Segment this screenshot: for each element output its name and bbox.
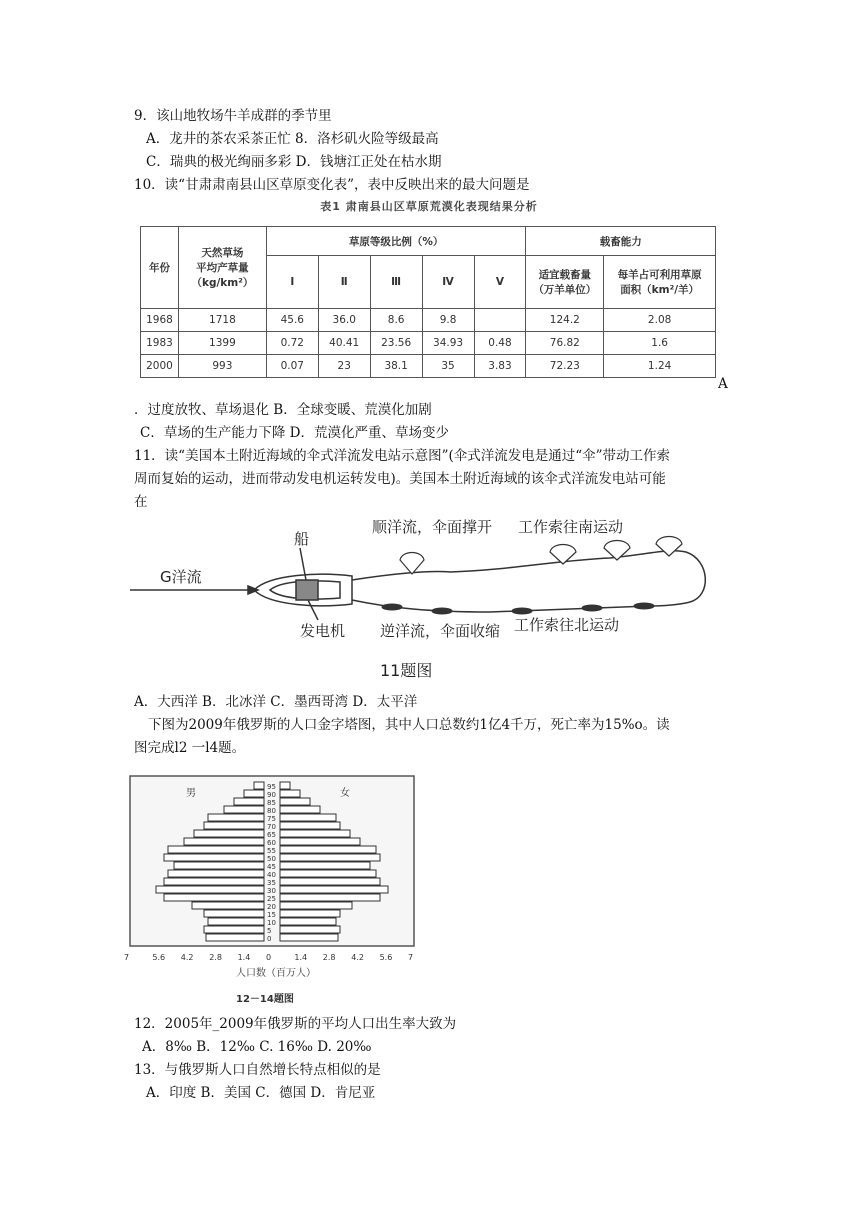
cell-g5 <box>474 309 526 332</box>
female-bar <box>280 798 310 805</box>
female-bar <box>280 854 380 861</box>
grade-4: Ⅳ <box>422 256 474 309</box>
x-tick-label: 5.6 <box>152 953 166 962</box>
female-bar <box>280 910 340 917</box>
female-bar <box>280 790 300 797</box>
age-label: 40 <box>267 871 276 879</box>
x-axis-label: 人口数（百万人） <box>236 968 316 979</box>
label-female: 女 <box>340 788 350 799</box>
male-bar <box>156 886 264 893</box>
x-tick-label: 7 <box>124 953 130 962</box>
male-bar <box>206 934 264 941</box>
female-bar <box>280 886 388 893</box>
male-bar <box>208 814 264 821</box>
age-label: 10 <box>267 919 276 927</box>
q10-options-2: C．草场的生产能力下降 D．荒漠化严重、草场变少 <box>140 425 449 441</box>
male-bar <box>164 878 264 885</box>
col-cap1 <box>526 256 604 309</box>
label-lower-motion: 工作索往北运动 <box>514 616 620 634</box>
cell-year: 2000 <box>141 355 179 378</box>
q10-options-1: ．过度放牧、草场退化 B．全球变暖、荒漠化加剧 <box>134 402 432 418</box>
age-label: 5 <box>267 927 272 935</box>
population-pyramid <box>126 770 426 1010</box>
cell-cap: 76.82 <box>526 332 604 355</box>
loop-end <box>686 552 705 602</box>
cell-area: 1.6 <box>604 332 716 355</box>
male-bar <box>254 782 264 789</box>
cell-year: 1983 <box>141 332 179 355</box>
age-label: 90 <box>267 791 276 799</box>
female-bar <box>280 846 376 853</box>
cell-cap: 124.2 <box>526 309 604 332</box>
cell-g2: 40.41 <box>318 332 370 355</box>
female-bar <box>280 806 320 813</box>
label-male: 男 <box>186 788 196 799</box>
q13-options: A．印度 B．美国 C．德国 D．肯尼亚 <box>146 1085 376 1101</box>
male-bar <box>204 822 264 829</box>
intro-12-14-l2: 图完成l2 一l4题。 <box>134 740 246 756</box>
male-bar <box>168 846 264 853</box>
col-cap2-l2: 面积（km²/羊） <box>620 284 700 296</box>
male-bar <box>244 790 264 797</box>
age-label: 70 <box>267 823 276 831</box>
q11-options: A．大西洋 B．北冰洋 C．墨西哥湾 D．太平洋 <box>134 694 418 710</box>
table-row <box>141 332 716 355</box>
label-current: G洋流 <box>160 568 202 586</box>
female-bar <box>280 782 290 789</box>
cell-g2: 36.0 <box>318 309 370 332</box>
col-yield <box>178 227 266 309</box>
age-label: 25 <box>267 895 276 903</box>
generator-box <box>296 580 318 600</box>
pyramid-x-ticks <box>124 953 413 962</box>
grassland-table-figure <box>138 198 720 398</box>
label-lower: 逆洋流，伞面收缩 <box>380 622 501 640</box>
cell-g1: 0.72 <box>266 332 318 355</box>
female-bar <box>280 926 340 933</box>
cell-g3: 38.1 <box>370 355 422 378</box>
col-capacity-group: 载畜能力 <box>526 227 716 256</box>
label-caption: 11题图 <box>380 661 433 680</box>
pyramid-caption: 12－14题图 <box>236 994 294 1005</box>
intro-12-14-l1: 下图为2009年俄罗斯的人口金字塔图，其中人口总数约1亿4千万，死亡率为15%o。读 <box>148 717 670 733</box>
cell-year: 1968 <box>141 309 179 332</box>
cell-cap: 72.23 <box>526 355 604 378</box>
q11-stem-3: 在 <box>134 494 148 510</box>
female-bar <box>280 870 376 877</box>
q9-options-1: A．龙井的茶农采茶正忙 8．洛杉矶火险等级最高 <box>146 131 439 147</box>
female-bar <box>280 934 338 941</box>
q12-stem: 12．2005年_2009年俄罗斯的平均人口出生率大致为 <box>134 1016 457 1032</box>
label-upper-motion: 工作索往南运动 <box>518 518 624 536</box>
col-cap2 <box>604 256 716 309</box>
umbrella-current-diagram <box>130 508 730 684</box>
grassland-table <box>140 226 716 378</box>
q9-options-2: C．瑞典的极光绚丽多彩 D．钱塘江正处在枯水期 <box>146 154 442 170</box>
cell-g5: 3.83 <box>474 355 526 378</box>
q11-stem-1: 11．读“美国本土附近海域的伞式洋流发电站示意图”(伞式洋流发电是通过“伞”带动工作索 <box>134 448 671 464</box>
cell-g4: 9.8 <box>422 309 474 332</box>
col-cap1-l1: 适宜载畜量 <box>538 269 592 281</box>
female-bar <box>280 838 360 845</box>
cell-g4: 35 <box>422 355 474 378</box>
female-bar <box>280 822 340 829</box>
female-bar <box>280 902 352 909</box>
q9-stem: 9．该山地牧场牛羊成群的季节里 <box>134 108 332 124</box>
label-ship: 船 <box>294 530 310 548</box>
female-bar <box>280 894 380 901</box>
age-label: 80 <box>267 807 276 815</box>
col-grade-group: 草原等级比例（%） <box>266 227 526 256</box>
umbrella-closed <box>634 603 654 609</box>
x-tick-label: 1.4 <box>294 953 308 962</box>
x-tick-label: 4.2 <box>180 953 194 962</box>
age-label: 55 <box>267 847 276 855</box>
male-bar <box>164 894 264 901</box>
col-yield-l1: 天然草场 <box>201 247 244 259</box>
male-bar <box>164 854 264 861</box>
q10-stem: 10．读“甘肃肃南县山区草原变化表”，表中反映出来的最大问题是 <box>134 177 530 193</box>
cell-g1: 45.6 <box>266 309 318 332</box>
col-cap2-l1: 每羊占可利用草原 <box>617 269 702 281</box>
female-bar <box>280 814 336 821</box>
upper-cable <box>352 551 686 580</box>
umbrella-closed <box>512 608 532 614</box>
male-bar <box>234 798 264 805</box>
label-upper: 顺洋流，伞面撑开 <box>372 518 493 536</box>
x-tick-label: 2.8 <box>209 953 222 962</box>
cell-area: 1.24 <box>604 355 716 378</box>
umbrella-open <box>656 537 682 557</box>
table-row <box>141 355 716 378</box>
col-year: 年份 <box>141 227 179 309</box>
female-bar <box>280 862 370 869</box>
q11-stem-2: 周而复始的运动，进而带动发电机运转发电)。美国本土附近海域的该伞式洋流发电站可能 <box>134 471 666 487</box>
cell-g1: 0.07 <box>266 355 318 378</box>
col-cap1-l2: （万羊单位） <box>533 284 597 296</box>
male-bar <box>192 902 264 909</box>
age-label: 50 <box>267 855 276 863</box>
male-bar <box>204 910 264 917</box>
cell-g3: 23.56 <box>370 332 422 355</box>
grade-2: Ⅱ <box>318 256 370 309</box>
q13-stem: 13．与俄罗斯人口自然增长特点相似的是 <box>134 1062 381 1078</box>
umbrella-open <box>604 541 630 561</box>
x-tick-label: 7 <box>408 953 414 962</box>
cell-g4: 34.93 <box>422 332 474 355</box>
col-yield-l2: 平均产草量 <box>196 262 249 274</box>
male-bar <box>224 806 264 813</box>
label-generator: 发电机 <box>300 622 346 640</box>
male-bar <box>174 862 264 869</box>
q10-trailing-a: A <box>718 376 728 392</box>
q12-options: A．8‰ B．12‰ C. 16‰ D. 20‰ <box>142 1039 372 1055</box>
grade-1: Ⅰ <box>266 256 318 309</box>
female-bar <box>280 830 350 837</box>
age-label: 15 <box>267 911 276 919</box>
female-bar <box>280 918 336 925</box>
generator-pointer <box>308 600 318 620</box>
age-label: 30 <box>267 887 276 895</box>
x-tick-label: 2.8 <box>322 953 336 962</box>
age-label: 95 <box>267 783 276 791</box>
table-title: 表1 肃南县山区草原荒漠化表现结果分析 <box>320 200 538 213</box>
pyramid-age-labels <box>267 783 276 943</box>
umbrella-closed <box>382 604 402 610</box>
age-label: 0 <box>267 935 272 943</box>
age-label: 60 <box>267 839 276 847</box>
age-label: 75 <box>267 815 276 823</box>
cell-yield: 993 <box>178 355 266 378</box>
grade-3: Ⅲ <box>370 256 422 309</box>
male-bar <box>184 838 264 845</box>
male-bar <box>168 870 264 877</box>
x-tick-label: 1.4 <box>237 953 251 962</box>
age-label: 35 <box>267 879 276 887</box>
cell-area: 2.08 <box>604 309 716 332</box>
cell-g2: 23 <box>318 355 370 378</box>
cell-yield: 1718 <box>178 309 266 332</box>
male-bar <box>204 926 264 933</box>
cell-yield: 1399 <box>178 332 266 355</box>
cell-g3: 8.6 <box>370 309 422 332</box>
age-label: 65 <box>267 831 276 839</box>
age-label: 20 <box>267 903 276 911</box>
male-bar <box>194 830 264 837</box>
x-tick-label: 4.2 <box>351 953 364 962</box>
col-yield-l3: （kg/km²） <box>191 277 254 289</box>
table-row <box>141 309 716 332</box>
age-label: 45 <box>267 863 276 871</box>
age-label: 85 <box>267 799 276 807</box>
female-bar <box>280 878 380 885</box>
umbrella-open <box>400 553 424 575</box>
x-tick-label: 0 <box>266 953 272 962</box>
x-tick-label: 5.6 <box>379 953 393 962</box>
cell-g5: 0.48 <box>474 332 526 355</box>
grade-5: Ⅴ <box>474 256 526 309</box>
male-bar <box>208 918 264 925</box>
umbrella-closed <box>582 605 602 611</box>
umbrella-closed <box>432 608 452 614</box>
